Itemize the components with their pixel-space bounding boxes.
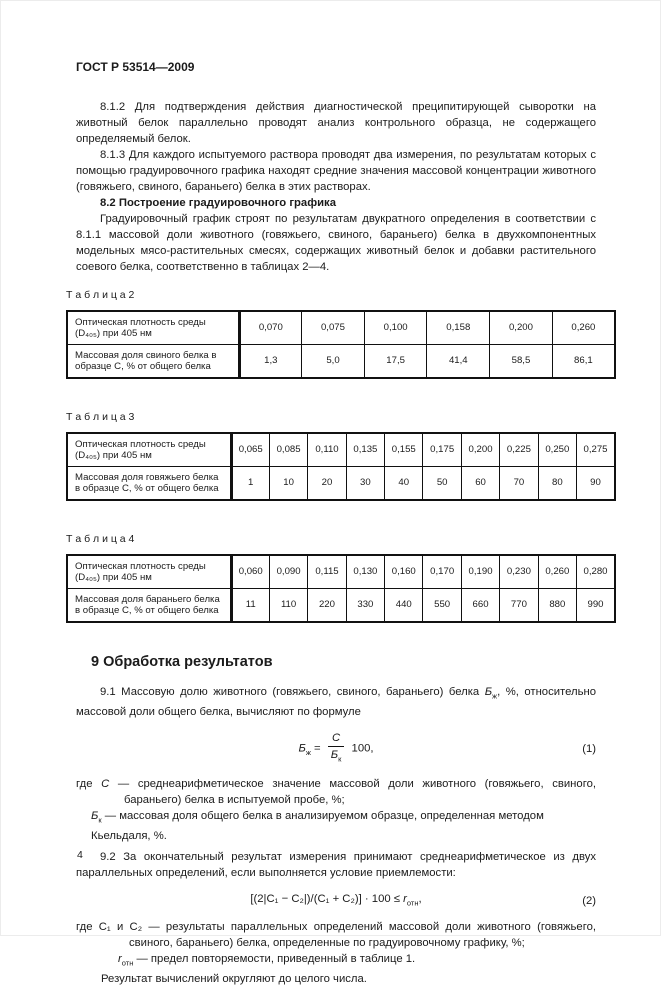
symbol-bk-sub: к	[98, 814, 102, 824]
final-note: Результат вычислений округляют до целого числа.	[101, 973, 367, 986]
table-cell: 0,100	[364, 311, 427, 345]
table-cell: 550	[423, 589, 461, 623]
table-cell: 440	[385, 589, 423, 623]
formula-1	[76, 730, 596, 767]
table-row	[67, 433, 615, 467]
table-row	[67, 345, 615, 379]
table-cell: 11	[231, 589, 269, 623]
table-cell: 0,160	[385, 555, 423, 589]
table-2-caption: Т а б л и ц а 2	[66, 289, 135, 301]
table-cell: 0,070	[239, 311, 302, 345]
table-cell: 41,4	[427, 345, 490, 379]
paragraph-9-1-text-2: , %, относительно массовой доли общего белка, вычисляют по формуле	[76, 686, 597, 719]
formula-2-body	[250, 891, 421, 911]
table-cell: 86,1	[552, 345, 615, 379]
formula-2-comma: ,	[418, 892, 422, 905]
table-3-caption: Т а б л и ц а 3	[66, 411, 135, 423]
symbol-b-sub: ж	[492, 691, 498, 701]
symbol-r: r	[403, 892, 407, 905]
table-cell: 0,130	[346, 555, 384, 589]
table-row-label: Массовая доля говяжьего белка в образце С, % от общего белка	[67, 467, 231, 501]
table-cell: 0,230	[500, 555, 538, 589]
subheading-8-2: 8.2 Построение градуировочного графика	[100, 197, 336, 209]
table-3-block	[66, 409, 616, 501]
table-cell: 0,260	[552, 311, 615, 345]
table-3	[66, 432, 616, 501]
formula-1-body	[298, 730, 373, 767]
fraction-denominator	[328, 747, 345, 767]
table-row	[67, 311, 615, 345]
table-cell: 10	[269, 467, 307, 501]
symbol-c: С	[101, 777, 110, 790]
formula-1-lhs: Б	[298, 742, 306, 755]
formula-1-lhs-sub: ж	[305, 748, 311, 758]
where-prefix: где	[76, 777, 102, 790]
where-clause-1b-text: — массовая доля общего белка в анализируемом образце, определенная методом Кьельдаля, %.	[91, 809, 544, 842]
table-row	[67, 589, 615, 623]
table-cell: 1,3	[239, 345, 302, 379]
table-cell: 80	[538, 467, 576, 501]
table-cell: 17,5	[364, 345, 427, 379]
where-clause-1	[76, 776, 596, 808]
table-row-label: Оптическая плотность среды (D₄₀₅) при 405 нм	[67, 555, 231, 589]
where-clause-1b	[91, 808, 596, 844]
table-cell: 0,110	[308, 433, 346, 467]
table-cell: 0,090	[269, 555, 307, 589]
where-clause-1-text: — среднеарифметическое значение массовой доли животного (говяжьего, свиного, бараньего) белка в испытуемой пробе, %;	[109, 777, 596, 806]
table-cell: 90	[577, 467, 615, 501]
table-2	[66, 310, 616, 379]
page-number: 4	[77, 849, 83, 861]
symbol-r-sub: отн	[406, 898, 419, 907]
table-cell: 1	[231, 467, 269, 501]
table-cell: 0,158	[427, 311, 490, 345]
table-cell: 0,280	[577, 555, 615, 589]
table-cell: 0,250	[538, 433, 576, 467]
table-row-label: Оптическая плотность среды (D₄₀₅) при 405 нм	[67, 433, 231, 467]
table-2-block	[66, 287, 616, 379]
table-cell: 0,225	[500, 433, 538, 467]
formula-1-number: (1)	[582, 742, 596, 755]
fraction-denominator-symbol: Б	[330, 749, 339, 762]
doc-header: ГОСТ Р 53514—2009	[76, 60, 195, 74]
symbol-bk: Б	[91, 809, 99, 822]
paragraph-8-2: Градуировочный график строят по результатам двукратного определения в соответствии с 8.1.1 массовой доли животного (говяжьего, свиного, бараньего) белка в двухкомпонентных модельных мясо-растительных смесях, содержащих животный белок и добавки растительного соевого белка, соответственно в таблицах 2—4.	[76, 213, 596, 273]
table-4-caption: Т а б л и ц а 4	[66, 533, 135, 545]
table-cell: 880	[538, 589, 576, 623]
where-clause-r-text: — предел повторяемости, приведенный в таблице 1.	[133, 953, 416, 965]
table-cell: 5,0	[302, 345, 365, 379]
table-cell: 0,135	[346, 433, 384, 467]
table-cell: 0,200	[490, 311, 553, 345]
table-cell: 770	[500, 589, 538, 623]
fraction	[328, 730, 345, 767]
paragraph-8-1-2: 8.1.2 Для подтверждения действия диагностической преципитирующей сыворотки на животный белок параллельно проводят анализ контрольного образца, не содержащего определяемый белок.	[76, 101, 596, 145]
table-cell: 0,260	[538, 555, 576, 589]
table-row-label: Массовая доля свиного белка в образце С, % от общего белка	[67, 345, 239, 379]
where-clause-r	[118, 951, 596, 971]
symbol-b: Б	[484, 686, 493, 698]
table-4-block	[66, 531, 616, 623]
table-cell: 660	[461, 589, 499, 623]
table-cell: 50	[423, 467, 461, 501]
formula-2	[76, 891, 596, 911]
table-row	[67, 555, 615, 589]
paragraph-9-1-text: 9.1 Массовую долю животного (говяжьего, свиного, бараньего) белка	[100, 686, 485, 698]
table-cell: 0,200	[461, 433, 499, 467]
table-row	[67, 467, 615, 501]
symbol-r2: r	[118, 953, 122, 965]
paragraph-8-1-3: 8.1.3 Для каждого испытуемого раствора проводят два измерения, по результатам которых с помощью градуировочного графика находят средние значения массовой концентрации животного (говяжьего, свиного, бараньего) белка в этих растворах.	[76, 149, 596, 193]
table-cell: 0,190	[461, 555, 499, 589]
table-cell: 0,115	[308, 555, 346, 589]
table-cell: 0,065	[231, 433, 269, 467]
table-cell: 0,075	[302, 311, 365, 345]
table-cell: 58,5	[490, 345, 553, 379]
table-cell: 330	[346, 589, 384, 623]
table-4	[66, 554, 616, 623]
table-cell: 0,170	[423, 555, 461, 589]
table-cell: 220	[308, 589, 346, 623]
table-cell: 0,155	[385, 433, 423, 467]
table-cell: 0,060	[231, 555, 269, 589]
equals-sign: =	[314, 742, 321, 755]
table-cell: 990	[577, 589, 615, 623]
section-9-heading: 9 Обработка результатов	[91, 654, 273, 670]
paragraph-9-2: 9.2 За окончательный результат измерения принимают среднеарифметическое из двух параллельных определений, если выполняется условие приемлемости:	[76, 850, 596, 879]
symbol-r2-sub: отн	[121, 958, 134, 968]
table-cell: 0,085	[269, 433, 307, 467]
table-row-label: Оптическая плотность среды (D₄₀₅) при 405 нм	[67, 311, 239, 345]
table-cell: 30	[346, 467, 384, 501]
formula-2-number: (2)	[582, 894, 596, 907]
table-row-label: Массовая доля бараньего белка в образце С, % от общего белка	[67, 589, 231, 623]
table-cell: 0,275	[577, 433, 615, 467]
table-cell: 110	[269, 589, 307, 623]
fraction-numerator: С	[328, 730, 345, 747]
fraction-denominator-sub: к	[338, 754, 342, 764]
table-cell: 70	[500, 467, 538, 501]
formula-2-expression: [(2|C₁ − C₂|)/(C₁ + C₂)] · 100 ≤	[250, 892, 404, 905]
table-cell: 60	[461, 467, 499, 501]
table-cell: 0,175	[423, 433, 461, 467]
table-cell: 20	[308, 467, 346, 501]
paragraph-9-1	[76, 684, 596, 720]
table-cell: 40	[385, 467, 423, 501]
formula-1-factor: 100,	[351, 742, 374, 755]
where-clause-2: где C₁ и C₂ — результаты параллельных определений массовой доли животного (говяжьего, свиного, бараньего) белка, определенные по градуировочному графику, %;	[76, 921, 596, 949]
